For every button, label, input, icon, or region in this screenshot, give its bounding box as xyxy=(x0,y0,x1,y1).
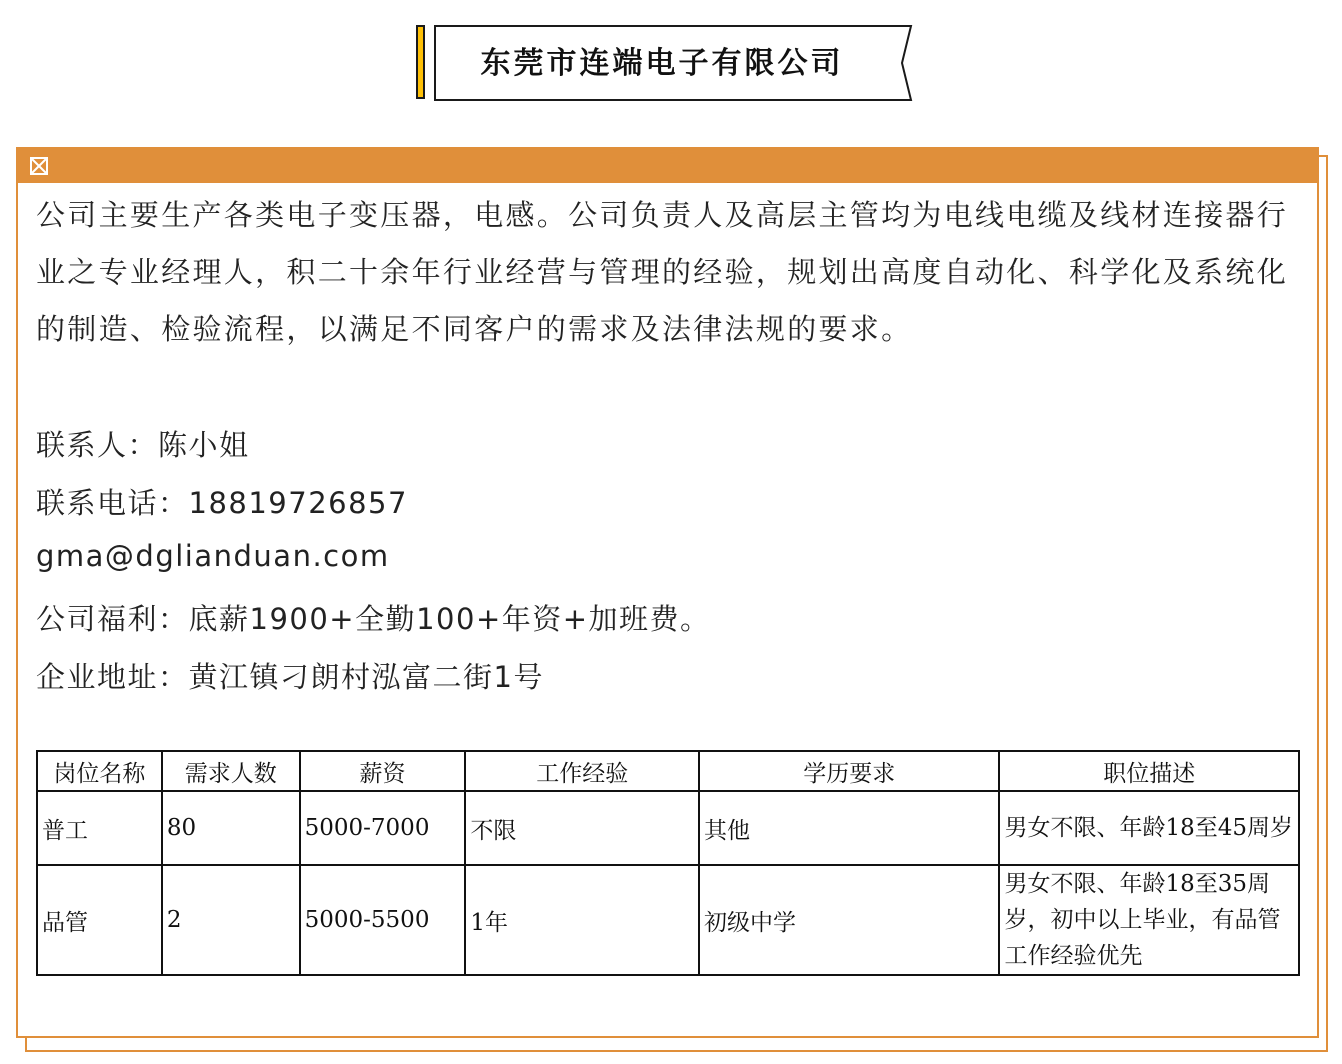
header-description: 职位描述 xyxy=(999,751,1299,791)
cell-description: 男女不限、年龄18至35周岁，初中以上毕业，有品管工作经验优先 xyxy=(999,865,1299,975)
cell-position: 品管 xyxy=(37,865,162,975)
cell-headcount: 2 xyxy=(162,865,300,975)
company-address: 企业地址：黄江镇刁朗村泓富二街1号 xyxy=(36,660,544,694)
header-headcount: 需求人数 xyxy=(162,751,300,791)
cell-salary: 5000-7000 xyxy=(300,791,466,865)
header-salary: 薪资 xyxy=(300,751,466,791)
cell-experience: 不限 xyxy=(465,791,699,865)
title-accent-bar xyxy=(416,25,425,99)
header-education: 学历要求 xyxy=(699,751,999,791)
header-position: 岗位名称 xyxy=(37,751,162,791)
cell-experience: 1年 xyxy=(465,865,699,975)
close-icon[interactable] xyxy=(30,157,48,175)
job-table xyxy=(36,750,1300,976)
header-experience: 工作经验 xyxy=(465,751,699,791)
contact-phone: 联系电话：18819726857 xyxy=(36,486,408,520)
cell-position: 普工 xyxy=(37,791,162,865)
cell-education: 初级中学 xyxy=(699,865,999,975)
box-header-bar xyxy=(18,149,1317,183)
company-title-tag xyxy=(416,25,916,103)
company-benefits: 公司福利：底薪1900+全勤100+年资+加班费。 xyxy=(36,602,711,636)
contact-email[interactable]: gma@dglianduan.com xyxy=(36,539,390,573)
cell-salary: 5000-5500 xyxy=(300,865,466,975)
table-row xyxy=(37,791,1299,865)
cell-headcount: 80 xyxy=(162,791,300,865)
contact-person: 联系人：陈小姐 xyxy=(36,428,250,462)
table-header-row xyxy=(37,751,1299,791)
company-info-box xyxy=(16,147,1319,1038)
cell-description: 男女不限、年龄18至45周岁 xyxy=(999,791,1299,865)
table-row xyxy=(37,865,1299,975)
company-name: 东莞市连端电子有限公司 xyxy=(480,46,844,81)
company-intro: 公司主要生产各类电子变压器，电感。公司负责人及高层主管均为电线电缆及线材连接器行业之专业经理人，积二十余年行业经营与管理的经验，规划出高度自动化、科学化及系统化的制造、检验流程，以满足不同客户的需求及法律法规的要求。 xyxy=(36,198,1289,346)
cell-education: 其他 xyxy=(699,791,999,865)
